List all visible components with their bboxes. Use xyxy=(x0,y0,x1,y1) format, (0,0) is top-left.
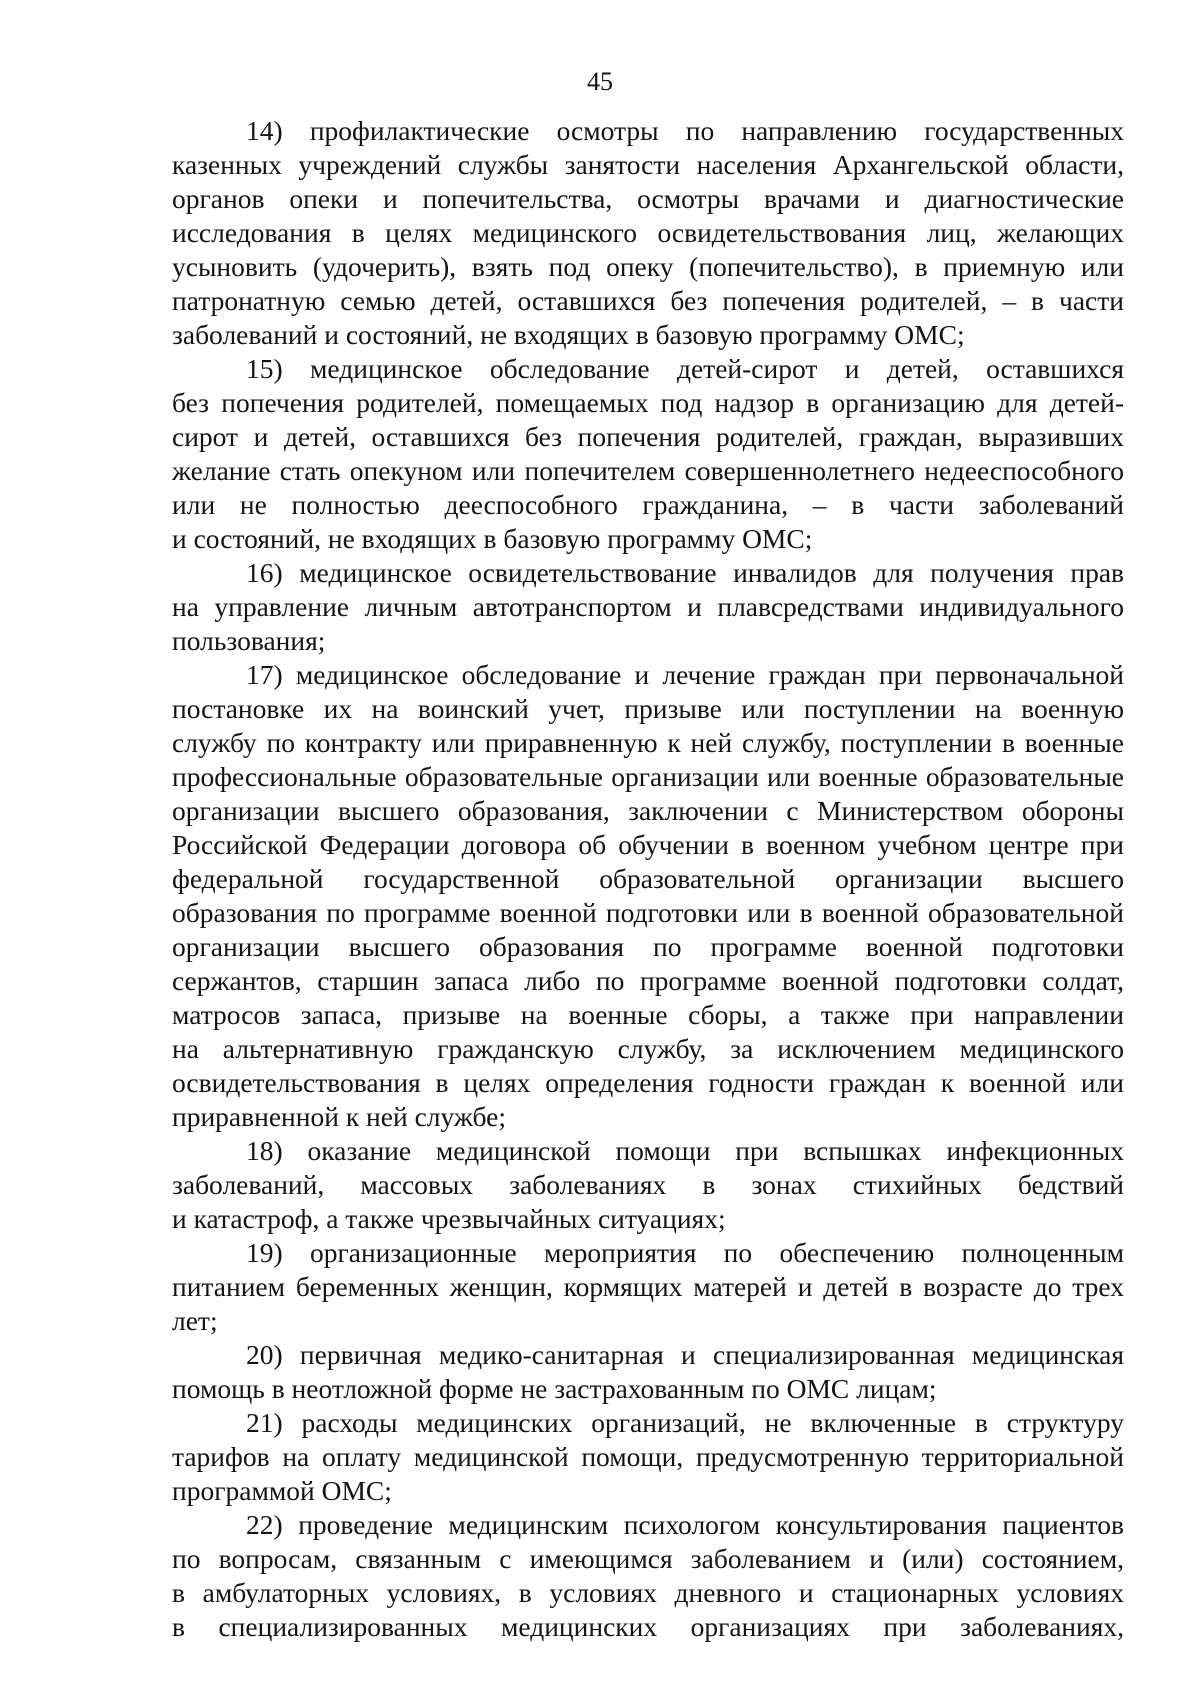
list-item-line: матросов запаса, призыве на военные сборы, а также при направлении xyxy=(172,999,1124,1030)
list-item xyxy=(172,556,1124,658)
list-item-line: без попечения родителей, помещаемых под надзор в организацию для детей- xyxy=(172,387,1124,418)
list-item-line: организации высшего образования по программе военной подготовки xyxy=(172,931,1124,962)
list-item xyxy=(172,352,1124,556)
list-item-text: медицинское освидетельствование инвалидов для получения прав xyxy=(299,557,1124,588)
list-item xyxy=(172,1338,1124,1406)
list-item-first-line xyxy=(172,1508,1124,1542)
list-item-number: 17) xyxy=(246,659,283,690)
list-item-line: питанием беременных женщин, кормящих матерей и детей в возрасте до трех xyxy=(172,1271,1124,1302)
list-item xyxy=(172,1134,1124,1236)
list-item-text: оказание медицинской помощи при вспышках инфекционных xyxy=(307,1135,1124,1166)
list-item-line: исследования в целях медицинского освидетельствования лиц, желающих xyxy=(172,217,1124,248)
list-item-number: 14) xyxy=(246,115,283,146)
list-item-line: желание стать опекуном или попечителем совершеннолетнего недееспособного xyxy=(172,455,1124,486)
list-item-first-line xyxy=(172,1338,1124,1372)
list-item-line: службу по контракту или приравненную к ней службу, поступлении в военные xyxy=(172,727,1124,758)
list-item-line: профессиональные образовательные организации или военные образовательные xyxy=(172,761,1124,792)
page-number: 45 xyxy=(587,67,613,96)
list-item-line: казенных учреждений службы занятости населения Архангельской области, xyxy=(172,149,1124,180)
list-item-first-line xyxy=(172,1406,1124,1440)
list-item-line: заболеваний, массовых заболеваниях в зонах стихийных бедствий xyxy=(172,1169,1124,1200)
list-item xyxy=(172,1508,1124,1644)
list-item-line: заболеваний и состояний, не входящих в базовую программу ОМС; xyxy=(172,319,965,350)
list-item-line: усыновить (удочерить), взять под опеку (попечительство), в приемную или xyxy=(172,251,1124,282)
list-item-number: 15) xyxy=(246,353,283,384)
list-item-line: в амбулаторных условиях, в условиях дневного и стационарных условиях xyxy=(172,1577,1124,1608)
list-item-line: пользования; xyxy=(172,625,326,656)
list-item xyxy=(172,114,1124,352)
list-item-line: программой ОМС; xyxy=(172,1475,392,1506)
list-item-line: образования по программе военной подготовки или в военной образовательной xyxy=(172,897,1124,928)
list-item-line: органов опеки и попечительства, осмотры врачами и диагностические xyxy=(172,183,1124,214)
list-item-line: сирот и детей, оставшихся без попечения родителей, граждан, выразивших xyxy=(172,421,1124,452)
list-item-text: медицинское обследование детей-сирот и детей, оставшихся xyxy=(310,353,1124,384)
list-item-line: или не полностью дееспособного гражданина, – в части заболеваний xyxy=(172,489,1124,520)
list-item-line: тарифов на оплату медицинской помощи, предусмотренную территориальной xyxy=(172,1441,1124,1472)
list-item-text: профилактические осмотры по направлению государственных xyxy=(309,115,1124,146)
list-item-number: 16) xyxy=(246,557,283,588)
list-item-text: проведение медицинским психологом консультирования пациентов xyxy=(298,1509,1124,1540)
list-item-line: и катастроф, а также чрезвычайных ситуациях; xyxy=(172,1203,726,1234)
list-item xyxy=(172,1236,1124,1338)
list-item-line: по вопросам, связанным с имеющимся заболеванием и (или) состоянием, xyxy=(172,1543,1124,1574)
list-item-first-line xyxy=(172,556,1124,590)
list-item-text: расходы медицинских организаций, не включенные в структуру xyxy=(301,1407,1124,1438)
list-item-first-line xyxy=(172,1134,1124,1168)
list-item-line: Российской Федерации договора об обучении в военном учебном центре при xyxy=(172,829,1124,860)
list-item-text: организационные мероприятия по обеспечению полноценным xyxy=(309,1237,1124,1268)
list-item-line: постановке их на воинский учет, призыве или поступлении на военную xyxy=(172,693,1124,724)
list-item-number: 21) xyxy=(246,1407,283,1438)
document-body xyxy=(172,114,1124,1644)
list-item-first-line xyxy=(172,1236,1124,1270)
list-item-number: 20) xyxy=(246,1339,283,1370)
list-item xyxy=(172,1406,1124,1508)
list-item-line: освидетельствования в целях определения годности граждан к военной или xyxy=(172,1067,1124,1098)
list-item-first-line xyxy=(172,114,1124,148)
list-item-line: патронатную семью детей, оставшихся без попечения родителей, – в части xyxy=(172,285,1124,316)
list-item-text: первичная медико-санитарная и специализированная медицинская xyxy=(299,1339,1124,1370)
list-item-number: 19) xyxy=(246,1237,283,1268)
list-item-number: 22) xyxy=(246,1509,283,1540)
list-item-line: федеральной государственной образовательной организации высшего xyxy=(172,863,1124,894)
list-item-line: в специализированных медицинских организациях при заболеваниях, xyxy=(172,1611,1124,1642)
list-item-line: на альтернативную гражданскую службу, за исключением медицинского xyxy=(172,1033,1124,1064)
list-item xyxy=(172,658,1124,1134)
list-item-first-line xyxy=(172,352,1124,386)
list-item-first-line xyxy=(172,658,1124,692)
list-item-text: медицинское обследование и лечение граждан при первоначальной xyxy=(295,659,1124,690)
list-item-line: и состояний, не входящих в базовую программу ОМС; xyxy=(172,523,813,554)
list-item-line: на управление личным автотранспортом и плавсредствами индивидуального xyxy=(172,591,1124,622)
list-item-line: сержантов, старшин запаса либо по программе военной подготовки солдат, xyxy=(172,965,1124,996)
list-item-line: организации высшего образования, заключении с Министерством обороны xyxy=(172,795,1124,826)
list-item-line: помощь в неотложной форме не застрахованным по ОМС лицам; xyxy=(172,1373,937,1404)
list-item-number: 18) xyxy=(246,1135,283,1166)
list-item-line: лет; xyxy=(172,1305,218,1336)
list-item-line: приравненной к ней службе; xyxy=(172,1101,507,1132)
